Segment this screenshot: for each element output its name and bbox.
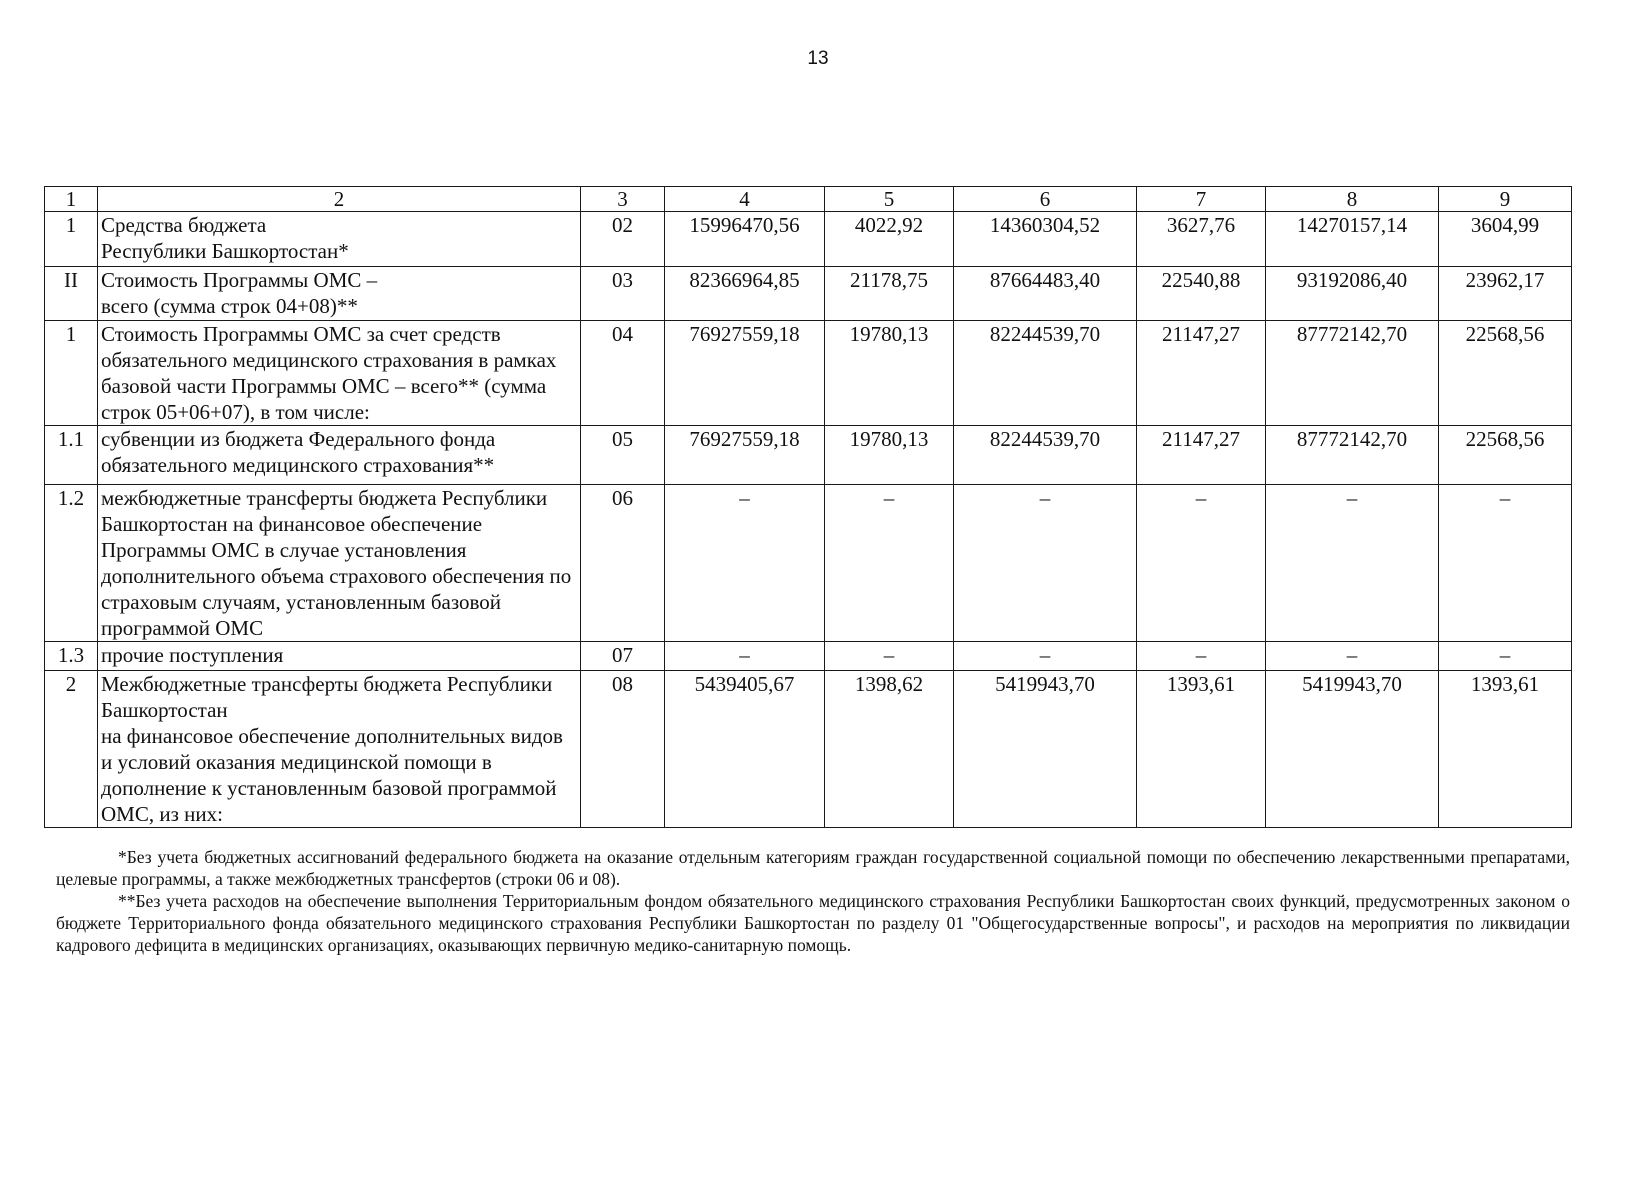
row-name: Межбюджетные трансферты бюджета Республики Башкортостан на финансовое обеспечение дополнительных видов и условий оказания медицинской помощи в дополнение к установленным базовой программой ОМС, из них:	[98, 671, 581, 828]
row-name: субвенции из бюджета Федерального фонда обязательного медицинского страхования**	[98, 426, 581, 485]
header-row	[45, 187, 1572, 212]
value-col-4: 82366964,85	[665, 267, 825, 321]
value-col-7: –	[1137, 485, 1266, 642]
table-row	[45, 671, 1572, 828]
value-col-6: 87664483,40	[954, 267, 1137, 321]
row-name: Стоимость Программы ОМС – всего (сумма строк 04+08)**	[98, 267, 581, 321]
header-cell-1: 1	[45, 187, 98, 212]
row-name: прочие поступления	[98, 642, 581, 671]
value-col-6: –	[954, 642, 1137, 671]
value-col-6: 5419943,70	[954, 671, 1137, 828]
value-col-8: 93192086,40	[1266, 267, 1439, 321]
value-col-9: 22568,56	[1439, 321, 1572, 426]
page-number: 13	[807, 48, 829, 69]
row-code: 02	[581, 212, 665, 267]
value-col-5: 1398,62	[825, 671, 954, 828]
value-col-5: –	[825, 485, 954, 642]
table-row	[45, 642, 1572, 671]
header-cell-6: 6	[954, 187, 1137, 212]
value-col-9: 1393,61	[1439, 671, 1572, 828]
header-cell-8: 8	[1266, 187, 1439, 212]
header-cell-4: 4	[665, 187, 825, 212]
value-col-8: –	[1266, 485, 1439, 642]
header-cell-7: 7	[1137, 187, 1266, 212]
value-col-6: –	[954, 485, 1137, 642]
value-col-9: –	[1439, 485, 1572, 642]
budget-table	[44, 186, 1572, 828]
row-name: межбюджетные трансферты бюджета Республики Башкортостан на финансовое обеспечение Программы ОМС в случае установления дополнительного объема страхового обеспечения по страховым случаям, установленным базовой программой ОМС	[98, 485, 581, 642]
value-col-5: 19780,13	[825, 321, 954, 426]
value-col-6: 82244539,70	[954, 426, 1137, 485]
row-number: 1.3	[45, 642, 98, 671]
value-col-4: 5439405,67	[665, 671, 825, 828]
value-col-7: 21147,27	[1137, 426, 1266, 485]
row-code: 03	[581, 267, 665, 321]
value-col-6: 14360304,52	[954, 212, 1137, 267]
value-col-8: 14270157,14	[1266, 212, 1439, 267]
row-number: 1	[45, 321, 98, 426]
footnote-2: **Без учета расходов на обеспечение выполнения Территориальным фондом обязательного медицинского страхования Республики Башкортостан своих функций, предусмотренных законом о бюджете Территориального фонда обязательного медицинского страхования Республики Башкортостан по разделу 01 "Общегосударственные вопросы", и расходов на мероприятия по ликвидации кадрового дефицита в медицинских организациях, оказывающих первичную медико-санитарную помощь.	[56, 891, 1570, 955]
row-code: 04	[581, 321, 665, 426]
row-code: 06	[581, 485, 665, 642]
header-cell-2: 2	[98, 187, 581, 212]
table-row	[45, 426, 1572, 485]
table-row	[45, 212, 1572, 267]
value-col-7: 21147,27	[1137, 321, 1266, 426]
value-col-4: 76927559,18	[665, 321, 825, 426]
footnotes	[56, 846, 1570, 956]
row-code: 07	[581, 642, 665, 671]
value-col-4: 15996470,56	[665, 212, 825, 267]
value-col-9: –	[1439, 642, 1572, 671]
row-name: Стоимость Программы ОМС за счет средств обязательного медицинского страхования в рамках базовой части Программы ОМС – всего** (сумма строк 05+06+07), в том числе:	[98, 321, 581, 426]
value-col-8: 87772142,70	[1266, 321, 1439, 426]
value-col-7: 22540,88	[1137, 267, 1266, 321]
header-cell-5: 5	[825, 187, 954, 212]
value-col-9: 23962,17	[1439, 267, 1572, 321]
row-number: II	[45, 267, 98, 321]
table-row	[45, 485, 1572, 642]
header-cell-9: 9	[1439, 187, 1572, 212]
value-col-5: 19780,13	[825, 426, 954, 485]
value-col-5: 4022,92	[825, 212, 954, 267]
header-cell-3: 3	[581, 187, 665, 212]
value-col-9: 22568,56	[1439, 426, 1572, 485]
value-col-7: –	[1137, 642, 1266, 671]
row-number: 2	[45, 671, 98, 828]
value-col-5: 21178,75	[825, 267, 954, 321]
table-row	[45, 321, 1572, 426]
row-code: 05	[581, 426, 665, 485]
value-col-8: 87772142,70	[1266, 426, 1439, 485]
row-number: 1	[45, 212, 98, 267]
footnote-1: *Без учета бюджетных ассигнований федерального бюджета на оказание отдельным категориям граждан государственной социальной помощи по обеспечению лекарственными препаратами, целевые программы, а также межбюджетных трансфертов (строки 06 и 08).	[56, 847, 1570, 889]
value-col-4: –	[665, 642, 825, 671]
value-col-8: –	[1266, 642, 1439, 671]
value-col-5: –	[825, 642, 954, 671]
value-col-6: 82244539,70	[954, 321, 1137, 426]
value-col-7: 1393,61	[1137, 671, 1266, 828]
value-col-7: 3627,76	[1137, 212, 1266, 267]
row-number: 1.2	[45, 485, 98, 642]
value-col-4: 76927559,18	[665, 426, 825, 485]
row-number: 1.1	[45, 426, 98, 485]
value-col-9: 3604,99	[1439, 212, 1572, 267]
table-row	[45, 267, 1572, 321]
value-col-4: –	[665, 485, 825, 642]
row-code: 08	[581, 671, 665, 828]
row-name: Средства бюджета Республики Башкортостан*	[98, 212, 581, 267]
value-col-8: 5419943,70	[1266, 671, 1439, 828]
